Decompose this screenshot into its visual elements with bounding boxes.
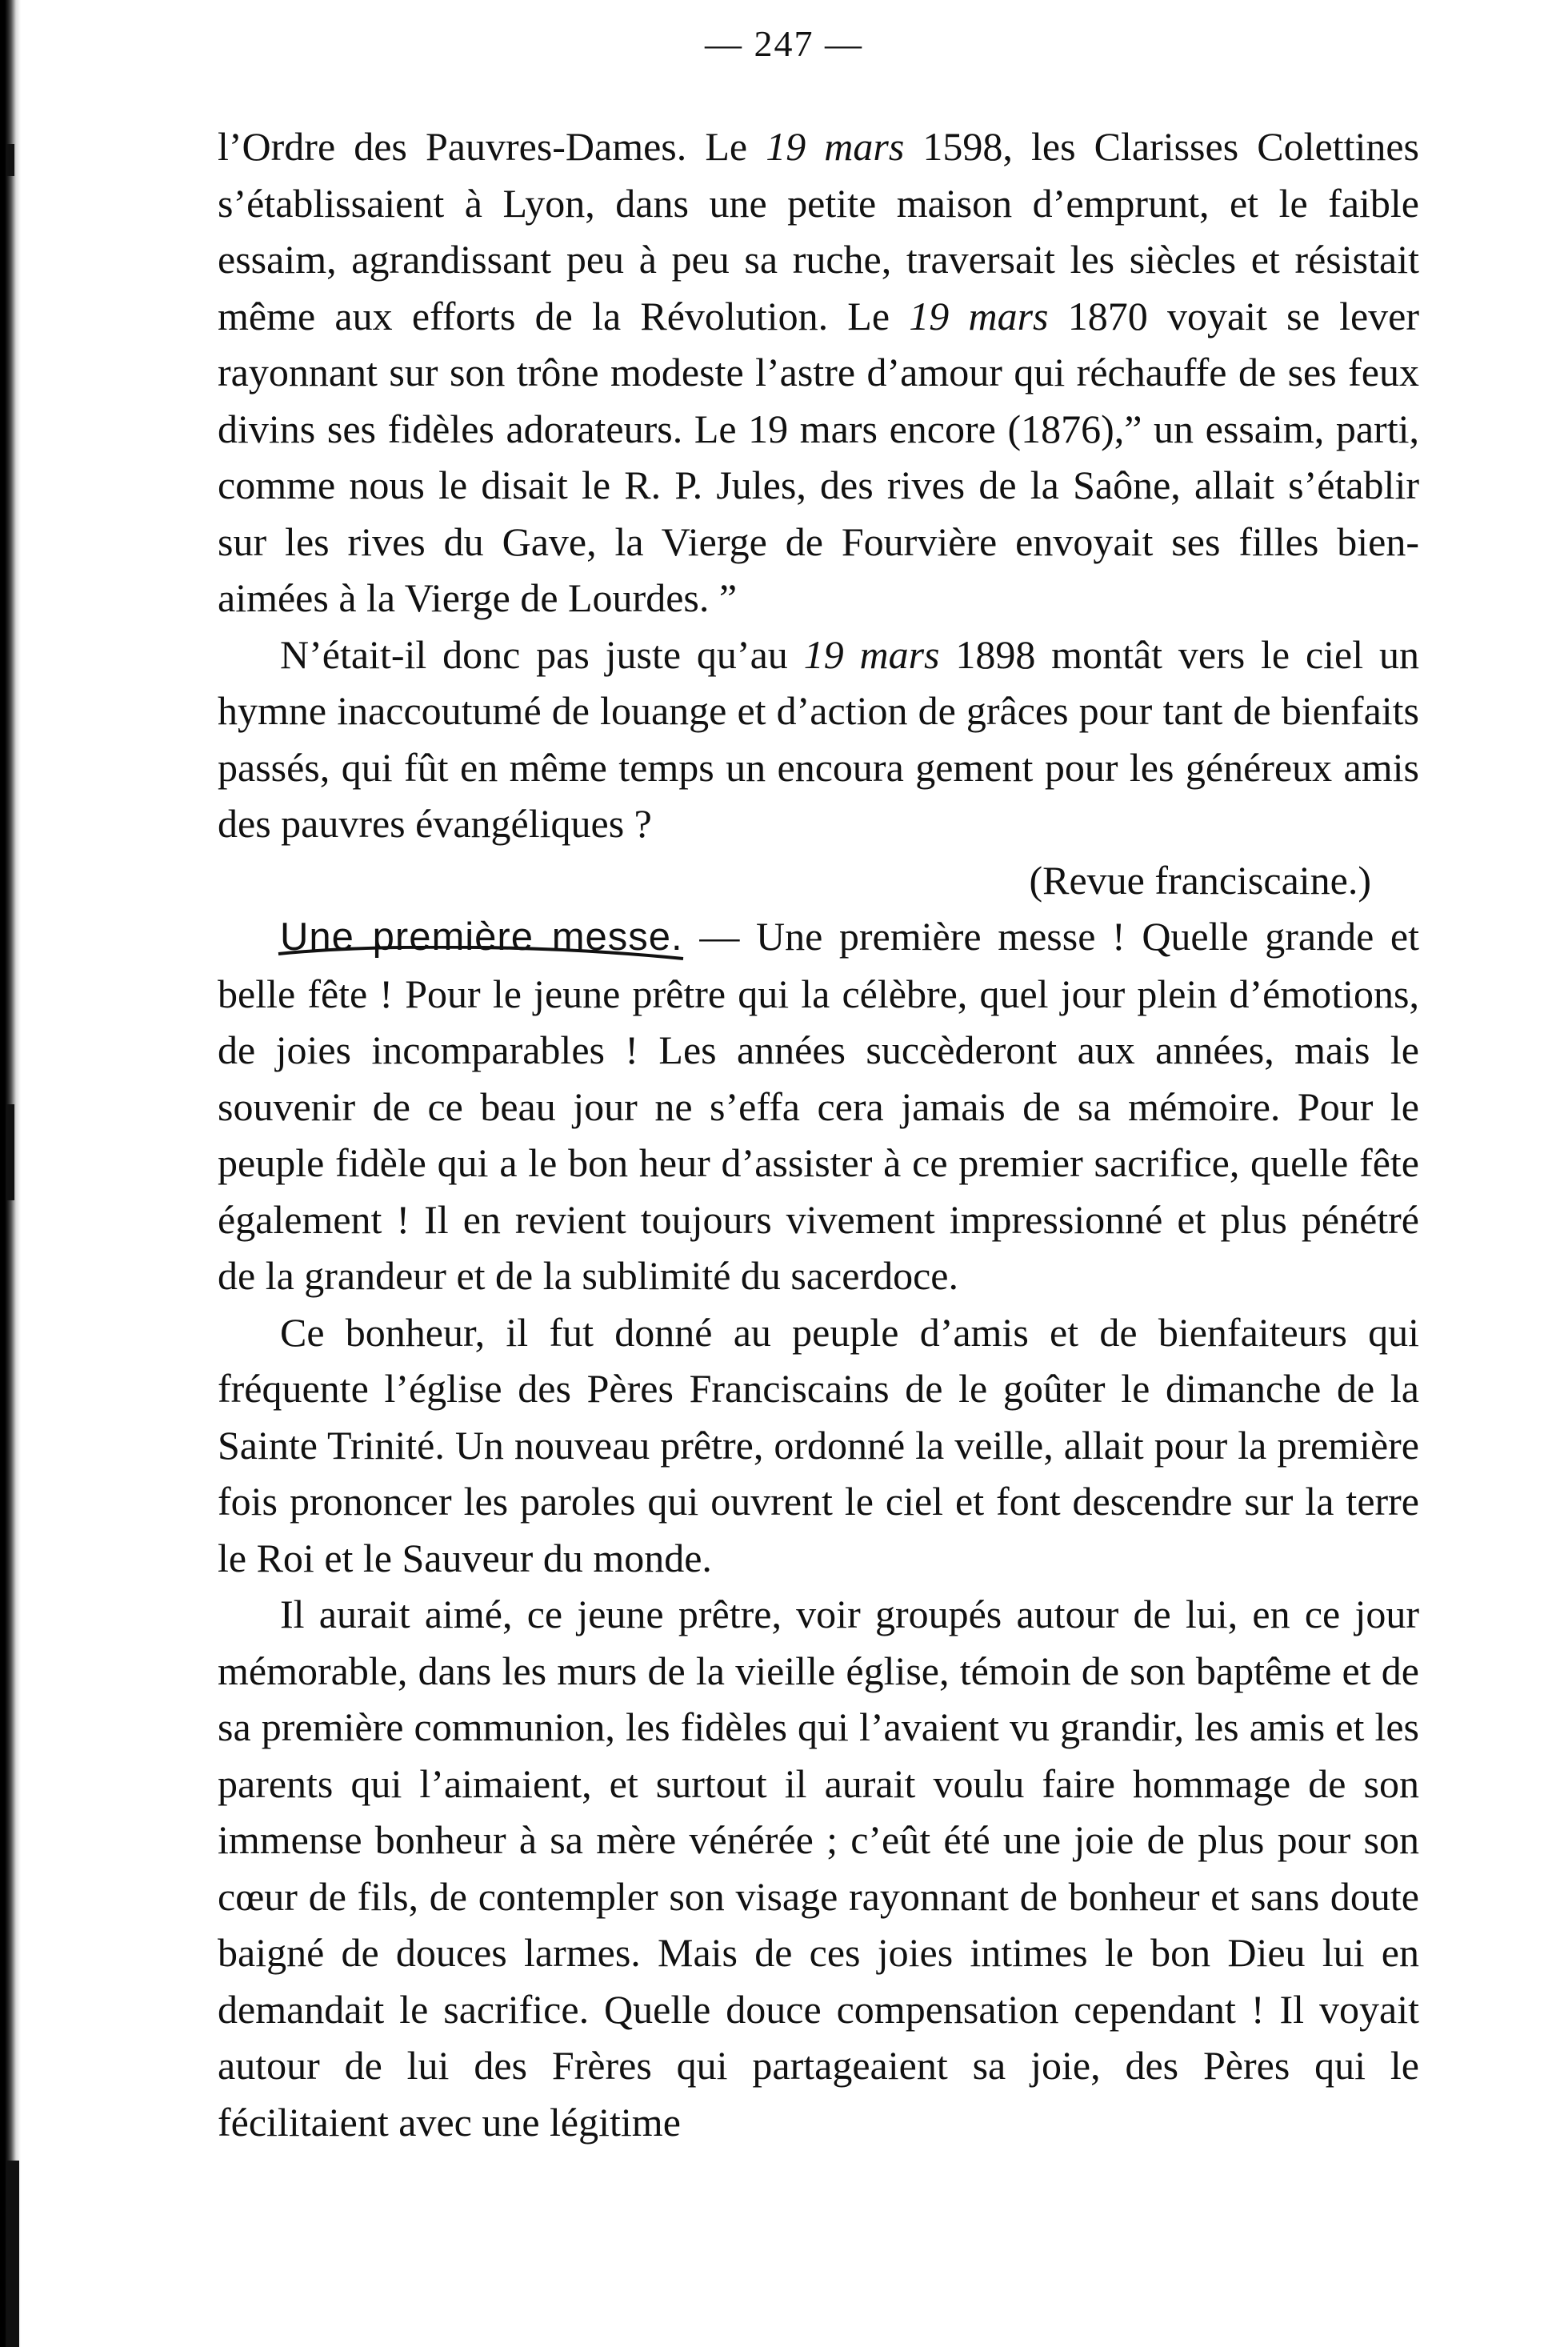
paragraph-1-text-c: 1870 voyait se lever rayonnant sur son trône modeste l’astre d’amour qui réchauffe de ses feux divins ses fidèles adorateurs. Le 19 mars encore (1876),” un essaim, parti, comme nous le disait le R. P. Jules, des rives de la Saône, allait s’établir sur les rives du Gave, la Vierge de Fourvière envoyait ses filles bien-aimées à la Vierge de Lourdes. ” xyxy=(218,293,1419,620)
source-citation: (Revue franciscaine.) xyxy=(1029,857,1371,903)
paragraph-1-text-b: 1598, les Clarisses Colettines s’établissaient à Lyon, dans une petite maison d’emprunt, et le faible essaim, agrandissant peu à peu sa ruche, traversait les siècles et résistait même aux efforts de la Révolution. Le xyxy=(218,124,1420,338)
paragraph-2 xyxy=(218,627,1419,852)
paragraph-3: Ce bonheur, il fut donné au peuple d’amis et de bienfaiteurs qui fréquente l’église des Pères Franciscains de le goûter le dimanche de la Sainte Trinité. Un nouveau prêtre, ordonné la veille, allait pour la première fois prononcer les paroles qui ouvrent le ciel et font descendre sur la terre le Roi et le Sauveur du monde. xyxy=(218,1309,1419,1580)
paragraph-4: Il aurait aimé, ce jeune prêtre, voir groupés autour de lui, en ce jour mémorable, dans les murs de la vieille église, témoin de son baptême et de sa première communion, les fidèles qui l’avaient vu grandir, les amis et les parents qui l’aimaient, et surtout il aurait voulu faire hommage de son immense bonheur à sa mère vénérée ; c’eût été une joie de plus pour son cœur de fils, de contempler son visage rayonnant de bonheur et sans doute baigné de douces larmes. Mais de ces joies intimes le bon Dieu lui en demandait le sacrifice. Quelle douce compensation cependant ! Il voyait autour de lui des Frères qui partageaient sa joie, des Pères qui le fécilitaient avec une légitime xyxy=(218,1592,1419,2145)
paragraph-2-text-a: N’était-il donc pas juste qu’au xyxy=(280,631,804,677)
paragraph-2-date: 19 mars xyxy=(803,631,940,677)
paragraph-1-text-a: l’Ordre des Pauvres-Dames. Le xyxy=(218,124,766,169)
paragraph-2-text-b: 1898 montât vers le ciel un hymne inaccoutumé de louange et d’action de grâces pour tant de bienfaits passés, qui fût en même temps un encoura gement pour les généreux amis des pauvres évangéliques ? xyxy=(218,631,1419,846)
section-body-text: — Une première messe ! Quelle grande et belle fête ! Pour le jeune prêtre qui la célèbre, quel jour plein d’émotions, de joies incomparables ! Les années succèderont aux années, mais le souvenir de ce beau jour ne s’effa cera jamais de sa mémoire. Pour le peuple fidèle qui a le bon heur d’assister à ce premier sacrifice, quelle fête également ! Il en revient toujours vivement impressionné et plus pénétré de la grandeur et de la sublimité du sacerdoce. xyxy=(218,914,1420,1298)
section-paragraph xyxy=(218,908,1419,1304)
section-heading-text: Une première messe. xyxy=(280,915,683,959)
page-number: — 247 — xyxy=(705,23,863,64)
paragraph-1 xyxy=(218,118,1419,627)
paragraph-1-date-a: 19 mars xyxy=(766,124,905,169)
section-heading xyxy=(280,915,683,959)
page-body xyxy=(218,118,1419,2150)
scan-binding-edge xyxy=(0,0,21,2347)
paragraph-1-date-b: 19 mars xyxy=(909,293,1049,338)
